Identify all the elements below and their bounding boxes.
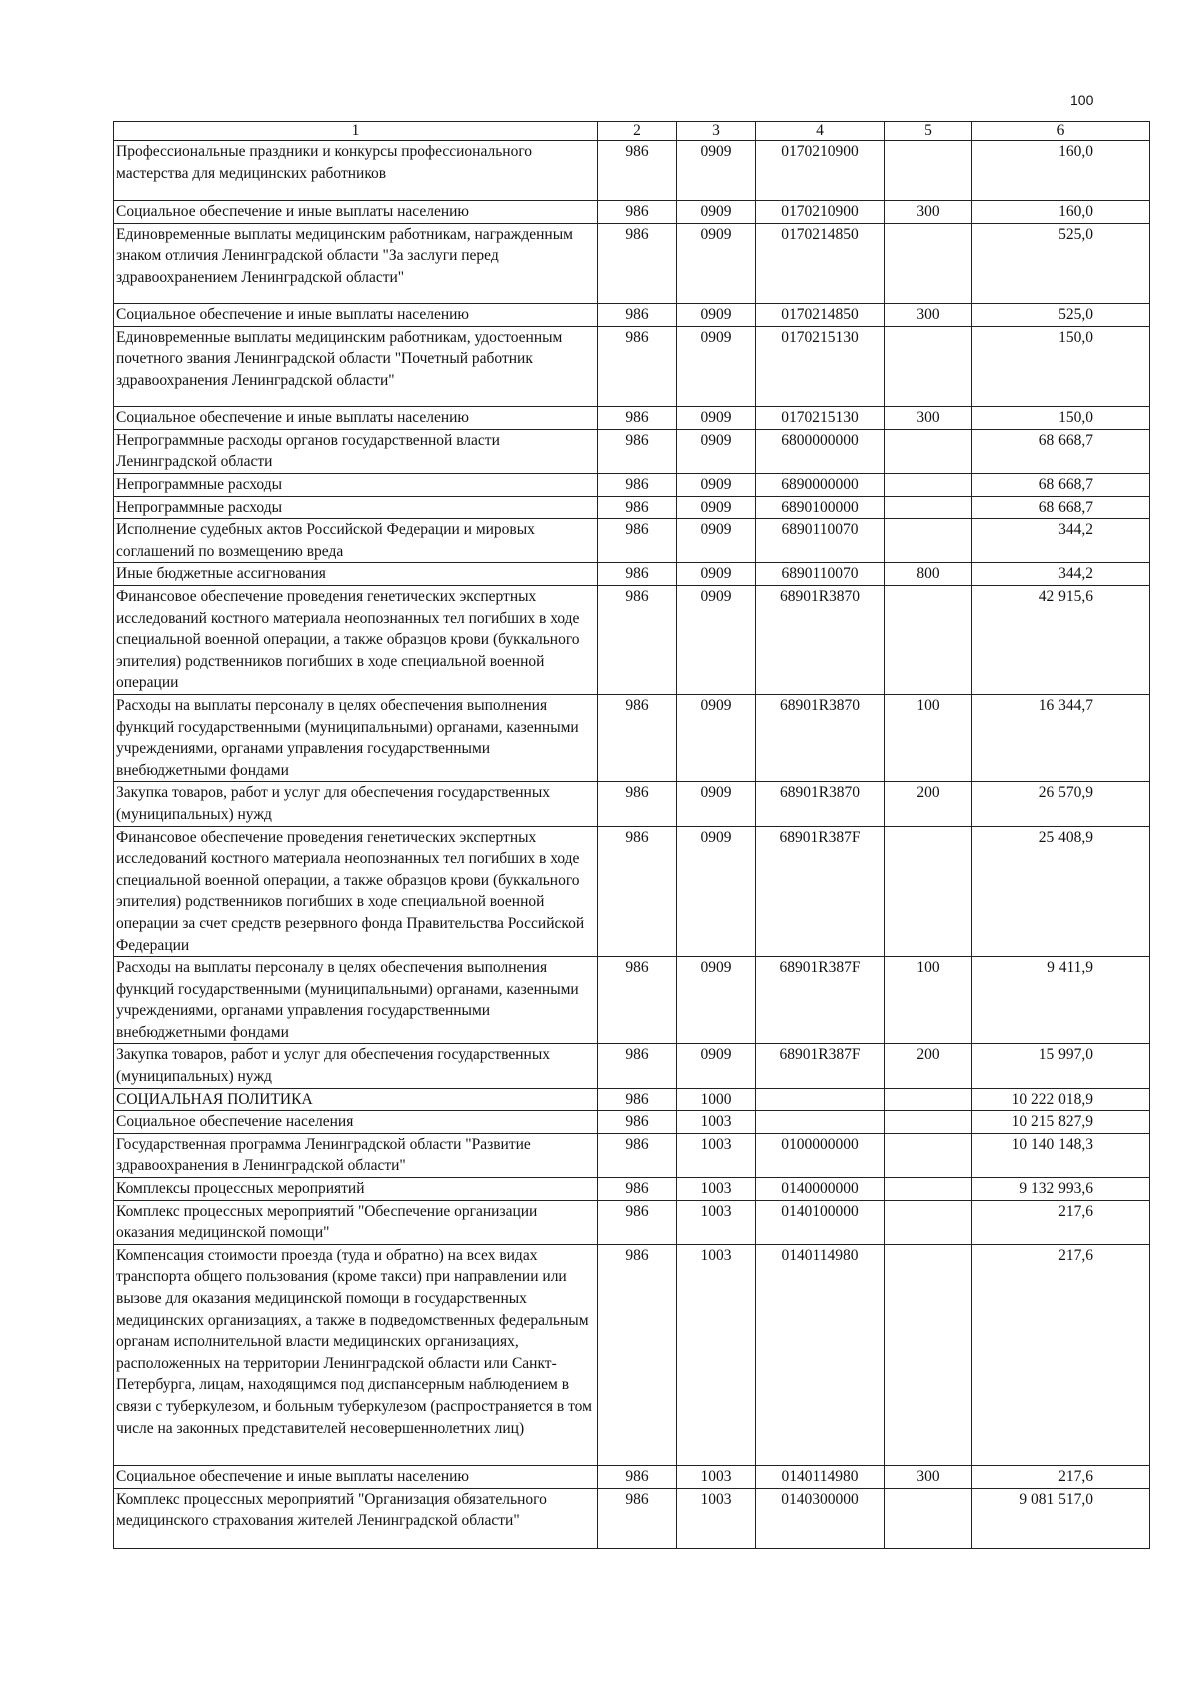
- row-vr-cell: [885, 141, 972, 201]
- page-number: 100: [1070, 92, 1094, 108]
- row-sum-cell: 10 215 827,9: [972, 1111, 1150, 1134]
- row-vedom-cell: 986: [598, 1178, 677, 1201]
- row-name-cell: Комплекс процессных мероприятий "Организация обязательного медицинского страхования жителей Ленинградской области": [114, 1488, 598, 1548]
- table-row: [114, 223, 1150, 303]
- column-number: 1: [114, 122, 598, 141]
- table-row: [114, 1044, 1150, 1088]
- row-name-cell: Закупка товаров, работ и услуг для обеспечения государственных (муниципальных) нужд: [114, 1044, 598, 1088]
- row-vedom-cell: 986: [598, 1111, 677, 1134]
- row-name-cell: Социальное обеспечение и иные выплаты населению: [114, 304, 598, 327]
- table-row: [114, 496, 1150, 519]
- row-vedom-cell: 986: [598, 1488, 677, 1548]
- row-sum-cell: 9 081 517,0: [972, 1488, 1150, 1548]
- row-csr-cell: 6890110070: [756, 563, 885, 586]
- table-row: [114, 1244, 1150, 1465]
- row-razdel-cell: 1000: [677, 1088, 756, 1111]
- row-razdel-cell: 0909: [677, 586, 756, 695]
- row-csr-cell: 0170210900: [756, 141, 885, 201]
- table-row: [114, 1465, 1150, 1488]
- row-sum-cell: 217,6: [972, 1465, 1150, 1488]
- row-vedom-cell: 986: [598, 1133, 677, 1177]
- row-razdel-cell: 0909: [677, 201, 756, 224]
- row-csr-cell: 0170214850: [756, 304, 885, 327]
- row-vedom-cell: 986: [598, 1465, 677, 1488]
- row-razdel-cell: 0909: [677, 223, 756, 303]
- table-row: [114, 474, 1150, 497]
- row-razdel-cell: 0909: [677, 407, 756, 430]
- row-vr-cell: 300: [885, 407, 972, 430]
- row-vedom-cell: 986: [598, 1244, 677, 1465]
- row-name-cell: Расходы на выплаты персоналу в целях обеспечения выполнения функций государственными (муниципальными) органами, казенными учреждениями, органами управления государственными внебюджетными фондами: [114, 957, 598, 1044]
- row-razdel-cell: 0909: [677, 326, 756, 406]
- row-name-cell: Непрограммные расходы: [114, 496, 598, 519]
- table-row: [114, 201, 1150, 224]
- row-sum-cell: 16 344,7: [972, 694, 1150, 781]
- row-razdel-cell: 0909: [677, 957, 756, 1044]
- row-sum-cell: 68 668,7: [972, 496, 1150, 519]
- row-sum-cell: 217,6: [972, 1200, 1150, 1244]
- table-row: [114, 407, 1150, 430]
- row-vr-cell: [885, 496, 972, 519]
- row-vr-cell: 200: [885, 1044, 972, 1088]
- row-vedom-cell: 986: [598, 407, 677, 430]
- row-vedom-cell: 986: [598, 1088, 677, 1111]
- row-name-cell: Социальное обеспечение и иные выплаты населению: [114, 201, 598, 224]
- row-razdel-cell: 1003: [677, 1178, 756, 1201]
- row-vr-cell: [885, 519, 972, 563]
- row-razdel-cell: 1003: [677, 1200, 756, 1244]
- table-row: [114, 326, 1150, 406]
- row-razdel-cell: 0909: [677, 694, 756, 781]
- row-name-cell: Финансовое обеспечение проведения генетических экспертных исследований костного материала неопознанных тел погибших в ходе специальной военной операции, а также образцов крови (буккального эпителия) родственников погибших в ходе специальной военной операции за счет средств резервного фонда Правительства Российской Федерации: [114, 826, 598, 957]
- row-vedom-cell: 986: [598, 474, 677, 497]
- row-csr-cell: [756, 1111, 885, 1134]
- row-name-cell: Закупка товаров, работ и услуг для обеспечения государственных (муниципальных) нужд: [114, 782, 598, 826]
- table-row: [114, 957, 1150, 1044]
- row-name-cell: Непрограммные расходы: [114, 474, 598, 497]
- row-vedom-cell: 986: [598, 957, 677, 1044]
- row-vedom-cell: 986: [598, 519, 677, 563]
- table-row: [114, 563, 1150, 586]
- row-name-cell: Социальное обеспечение населения: [114, 1111, 598, 1134]
- row-razdel-cell: 1003: [677, 1465, 756, 1488]
- row-csr-cell: 0140300000: [756, 1488, 885, 1548]
- row-sum-cell: 150,0: [972, 407, 1150, 430]
- row-razdel-cell: 0909: [677, 496, 756, 519]
- row-sum-cell: 344,2: [972, 519, 1150, 563]
- row-csr-cell: 0140000000: [756, 1178, 885, 1201]
- row-razdel-cell: 0909: [677, 519, 756, 563]
- row-vedom-cell: 986: [598, 223, 677, 303]
- row-name-cell: Финансовое обеспечение проведения генетических экспертных исследований костного материала неопознанных тел погибших в ходе специальной военной операции, а также образцов крови (буккального эпителия) родственников погибших в ходе специальной военной операции: [114, 586, 598, 695]
- row-name-cell: Компенсация стоимости проезда (туда и обратно) на всех видах транспорта общего пользования (кроме такси) при направлении или вызове для оказания медицинской помощи в государственных медицинских организациях, а также в подведомственных федеральным органам исполнительной власти медицинских организациях, расположенных на территории Ленинградской области или Санкт-Петербурга, лицам, находящимся под диспансерным наблюдением в связи с туберкулезом, и больным туберкулезом (распространяется в том числе на законных представителей несовершеннолетних лиц): [114, 1244, 598, 1465]
- table-row: [114, 1488, 1150, 1548]
- row-razdel-cell: 1003: [677, 1244, 756, 1465]
- table-row: [114, 694, 1150, 781]
- table-row: [114, 1111, 1150, 1134]
- row-vr-cell: [885, 586, 972, 695]
- row-csr-cell: 0140114980: [756, 1465, 885, 1488]
- row-vr-cell: [885, 223, 972, 303]
- table-row: [114, 1133, 1150, 1177]
- table-row: [114, 586, 1150, 695]
- row-vedom-cell: 986: [598, 141, 677, 201]
- row-sum-cell: 150,0: [972, 326, 1150, 406]
- row-sum-cell: 344,2: [972, 563, 1150, 586]
- row-razdel-cell: 0909: [677, 563, 756, 586]
- row-csr-cell: 6800000000: [756, 429, 885, 473]
- row-razdel-cell: 1003: [677, 1111, 756, 1134]
- row-csr-cell: 0170214850: [756, 223, 885, 303]
- table-row: [114, 782, 1150, 826]
- row-razdel-cell: 0909: [677, 429, 756, 473]
- row-name-cell: Социальное обеспечение и иные выплаты населению: [114, 1465, 598, 1488]
- row-name-cell: Расходы на выплаты персоналу в целях обеспечения выполнения функций государственными (муниципальными) органами, казенными учреждениями, органами управления государственными внебюджетными фондами: [114, 694, 598, 781]
- row-csr-cell: 0170215130: [756, 326, 885, 406]
- row-csr-cell: 0100000000: [756, 1133, 885, 1177]
- budget-table-body: [114, 122, 1150, 1549]
- row-name-cell: Государственная программа Ленинградской области "Развитие здравоохранения в Ленинградской области": [114, 1133, 598, 1177]
- row-vr-cell: [885, 1244, 972, 1465]
- row-razdel-cell: 1003: [677, 1488, 756, 1548]
- row-vedom-cell: 986: [598, 782, 677, 826]
- row-vr-cell: 200: [885, 782, 972, 826]
- row-sum-cell: 68 668,7: [972, 474, 1150, 497]
- row-csr-cell: 0170210900: [756, 201, 885, 224]
- row-vr-cell: [885, 1488, 972, 1548]
- table-row: [114, 826, 1150, 957]
- row-csr-cell: 6890110070: [756, 519, 885, 563]
- row-name-cell: Иные бюджетные ассигнования: [114, 563, 598, 586]
- column-number: 2: [598, 122, 677, 141]
- table-row: [114, 1178, 1150, 1201]
- row-vr-cell: 300: [885, 1465, 972, 1488]
- table-row: [114, 429, 1150, 473]
- row-vr-cell: [885, 1200, 972, 1244]
- row-sum-cell: 9 411,9: [972, 957, 1150, 1044]
- row-vedom-cell: 986: [598, 304, 677, 327]
- row-csr-cell: 0140100000: [756, 1200, 885, 1244]
- row-sum-cell: 15 997,0: [972, 1044, 1150, 1088]
- row-sum-cell: 10 140 148,3: [972, 1133, 1150, 1177]
- row-name-cell: Единовременные выплаты медицинским работникам, награжденным знаком отличия Ленинградской области "За заслуги перед здравоохранением Ленинградской области": [114, 223, 598, 303]
- row-vr-cell: [885, 474, 972, 497]
- row-razdel-cell: 0909: [677, 474, 756, 497]
- row-vr-cell: 300: [885, 201, 972, 224]
- row-sum-cell: 160,0: [972, 141, 1150, 201]
- row-name-cell: Социальное обеспечение и иные выплаты населению: [114, 407, 598, 430]
- row-vr-cell: [885, 826, 972, 957]
- row-vr-cell: 800: [885, 563, 972, 586]
- row-sum-cell: 68 668,7: [972, 429, 1150, 473]
- row-sum-cell: 25 408,9: [972, 826, 1150, 957]
- row-vedom-cell: 986: [598, 826, 677, 957]
- row-sum-cell: 160,0: [972, 201, 1150, 224]
- row-vr-cell: [885, 429, 972, 473]
- row-csr-cell: 68901R3870: [756, 782, 885, 826]
- column-number: 4: [756, 122, 885, 141]
- row-vedom-cell: 986: [598, 1200, 677, 1244]
- column-number-row: [114, 122, 1150, 141]
- row-sum-cell: 42 915,6: [972, 586, 1150, 695]
- row-vedom-cell: 986: [598, 326, 677, 406]
- row-vr-cell: 300: [885, 304, 972, 327]
- row-csr-cell: [756, 1088, 885, 1111]
- row-vr-cell: [885, 1133, 972, 1177]
- row-razdel-cell: 0909: [677, 304, 756, 327]
- table-row: [114, 304, 1150, 327]
- row-vr-cell: 100: [885, 694, 972, 781]
- row-csr-cell: 0140114980: [756, 1244, 885, 1465]
- row-vr-cell: [885, 1088, 972, 1111]
- row-name-cell: Исполнение судебных актов Российской Федерации и мировых соглашений по возмещению вреда: [114, 519, 598, 563]
- row-razdel-cell: 0909: [677, 1044, 756, 1088]
- row-sum-cell: 525,0: [972, 304, 1150, 327]
- row-csr-cell: 6890100000: [756, 496, 885, 519]
- row-name-cell: Единовременные выплаты медицинским работникам, удостоенным почетного звания Ленинградской области "Почетный работник здравоохранения Ленинградской области": [114, 326, 598, 406]
- row-csr-cell: 68901R3870: [756, 586, 885, 695]
- row-sum-cell: 217,6: [972, 1244, 1150, 1465]
- column-number: 5: [885, 122, 972, 141]
- row-name-cell: Комплексы процессных мероприятий: [114, 1178, 598, 1201]
- row-razdel-cell: 0909: [677, 141, 756, 201]
- row-vedom-cell: 986: [598, 694, 677, 781]
- row-sum-cell: 525,0: [972, 223, 1150, 303]
- row-sum-cell: 26 570,9: [972, 782, 1150, 826]
- row-csr-cell: 68901R387F: [756, 1044, 885, 1088]
- row-vr-cell: [885, 326, 972, 406]
- row-name-cell: Комплекс процессных мероприятий "Обеспечение организации оказания медицинской помощи": [114, 1200, 598, 1244]
- budget-table: [113, 121, 1150, 1549]
- row-csr-cell: 68901R387F: [756, 957, 885, 1044]
- row-name-cell: Профессиональные праздники и конкурсы профессионального мастерства для медицинских работников: [114, 141, 598, 201]
- row-vedom-cell: 986: [598, 429, 677, 473]
- row-vedom-cell: 986: [598, 496, 677, 519]
- row-csr-cell: 0170215130: [756, 407, 885, 430]
- row-name-cell: Непрограммные расходы органов государственной власти Ленинградской области: [114, 429, 598, 473]
- row-csr-cell: 68901R387F: [756, 826, 885, 957]
- row-name-cell: СОЦИАЛЬНАЯ ПОЛИТИКА: [114, 1088, 598, 1111]
- row-vr-cell: [885, 1111, 972, 1134]
- table-row: [114, 141, 1150, 201]
- column-number: 6: [972, 122, 1150, 141]
- row-vedom-cell: 986: [598, 201, 677, 224]
- row-razdel-cell: 0909: [677, 782, 756, 826]
- table-row: [114, 519, 1150, 563]
- row-csr-cell: 6890000000: [756, 474, 885, 497]
- row-sum-cell: 9 132 993,6: [972, 1178, 1150, 1201]
- column-number: 3: [677, 122, 756, 141]
- row-sum-cell: 10 222 018,9: [972, 1088, 1150, 1111]
- row-razdel-cell: 1003: [677, 1133, 756, 1177]
- row-vr-cell: [885, 1178, 972, 1201]
- table-row: [114, 1200, 1150, 1244]
- row-vedom-cell: 986: [598, 1044, 677, 1088]
- row-vr-cell: 100: [885, 957, 972, 1044]
- table-row: [114, 1088, 1150, 1111]
- row-csr-cell: 68901R3870: [756, 694, 885, 781]
- row-razdel-cell: 0909: [677, 826, 756, 957]
- row-vedom-cell: 986: [598, 563, 677, 586]
- row-vedom-cell: 986: [598, 586, 677, 695]
